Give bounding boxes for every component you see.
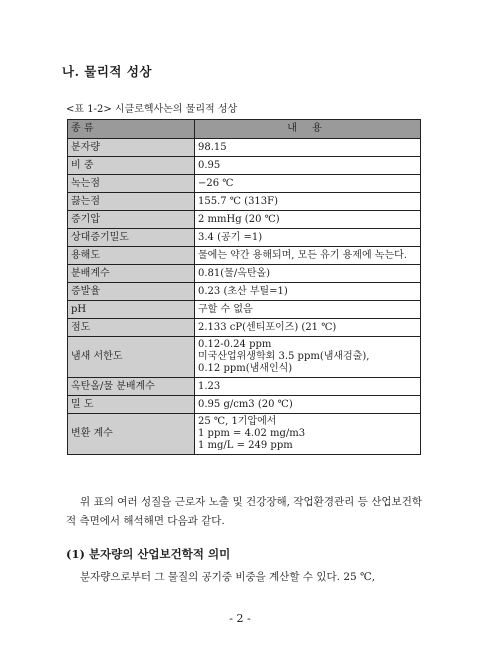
table-caption: <표 1-2> 시클로헥사논의 물리적 성상 xyxy=(66,104,238,115)
property-value xyxy=(195,283,421,301)
table-row xyxy=(68,378,421,396)
table-row xyxy=(68,229,421,247)
table-header-row xyxy=(68,120,421,139)
property-value-line: 미국산업위생학회 3.5 ppm(냄새검출), xyxy=(198,351,370,362)
property-value-line: 1 mg/L = 249 ppm xyxy=(198,440,293,451)
property-value xyxy=(195,396,421,414)
property-value xyxy=(195,337,421,378)
table-row xyxy=(68,175,421,193)
property-label: 상대증기밀도 xyxy=(68,229,195,247)
property-label: 냄새 서한도 xyxy=(68,337,195,378)
table-row xyxy=(68,319,421,337)
table-row xyxy=(68,396,421,414)
property-value xyxy=(195,193,421,211)
page-number: - 2 - xyxy=(229,612,251,625)
property-value-line: 2 mmHg (20 ℃) xyxy=(198,213,280,225)
property-value xyxy=(195,414,421,455)
table-row xyxy=(68,247,421,265)
property-label: 점도 xyxy=(68,319,195,337)
header-type: 종 류 xyxy=(68,120,195,139)
property-label: 용해도 xyxy=(68,247,195,265)
property-label: 증기압 xyxy=(68,211,195,229)
property-label: 증발율 xyxy=(68,283,195,301)
property-value-line: 1.23 xyxy=(198,380,221,392)
property-value-line: 0.12-0.24 ppm xyxy=(198,339,272,350)
property-value-line: 0.95 g/cm3 (20 ℃) xyxy=(198,398,293,410)
properties-table xyxy=(67,119,421,455)
property-value-line: −26 ℃ xyxy=(198,177,234,189)
property-value-line: 구할 수 없음 xyxy=(198,303,253,315)
property-value-line: 0.81(물/옥탄올) xyxy=(198,267,271,279)
property-value xyxy=(195,301,421,319)
property-label: 녹는점 xyxy=(68,175,195,193)
property-value-line: 2.133 cP(센티포이즈) (21 ℃) xyxy=(198,321,337,333)
property-value-line: 0.95 xyxy=(198,159,221,171)
table-row xyxy=(68,337,421,378)
table-body xyxy=(68,139,421,455)
property-label: 밀 도 xyxy=(68,396,195,414)
property-value-line: 1 ppm = 4.02 mg/m3 xyxy=(198,428,306,439)
property-label: pH xyxy=(68,301,195,319)
property-value-line: 155.7 ℃ (313F) xyxy=(198,195,278,207)
property-value-line: 98.15 xyxy=(198,141,227,153)
property-value xyxy=(195,157,421,175)
property-value-line: 3.4 (공기 =1) xyxy=(198,231,263,243)
header-content: 내 용 xyxy=(195,120,421,139)
property-label: 끓는점 xyxy=(68,193,195,211)
property-value xyxy=(195,175,421,193)
property-value xyxy=(195,211,421,229)
property-value xyxy=(195,139,421,157)
property-value xyxy=(195,229,421,247)
property-value xyxy=(195,265,421,283)
property-value xyxy=(195,319,421,337)
property-label: 옥탄올/물 분배계수 xyxy=(68,378,195,396)
property-label: 변환 계수 xyxy=(68,414,195,455)
property-label: 비 중 xyxy=(68,157,195,175)
table-row xyxy=(68,265,421,283)
property-value-line: 0.23 (초산 부틸=1) xyxy=(198,285,288,297)
property-label: 분자량 xyxy=(68,139,195,157)
table-row xyxy=(68,139,421,157)
property-value-line: 25 ℃, 1기압에서 xyxy=(198,416,277,427)
paragraph-interpretation: 위 표의 여러 성질을 근로자 노출 및 건강장해, 작업환경관리 등 산업보건학적 측면에서 해석해면 다음과 같다. xyxy=(66,496,422,527)
subheading-molecular-weight: (1) 분자량의 산업보건학적 의미 xyxy=(66,547,231,561)
property-value-line: 0.12 ppm(냄새인식) xyxy=(198,363,293,374)
property-value-line: 물에는 약간 용해되며, 모든 유기 용제에 녹는다. xyxy=(198,249,407,261)
table-row xyxy=(68,283,421,301)
property-value xyxy=(195,378,421,396)
table-row xyxy=(68,157,421,175)
table-row xyxy=(68,414,421,455)
table-row xyxy=(68,211,421,229)
section-title: 나. 물리적 성상 xyxy=(62,64,153,79)
paragraph-molecular-weight: 분자량으로부터 그 물질의 공기중 비중을 계산할 수 있다. 25 ℃, xyxy=(80,571,376,583)
table-row xyxy=(68,301,421,319)
table-row xyxy=(68,193,421,211)
property-label: 분배계수 xyxy=(68,265,195,283)
property-value xyxy=(195,247,421,265)
